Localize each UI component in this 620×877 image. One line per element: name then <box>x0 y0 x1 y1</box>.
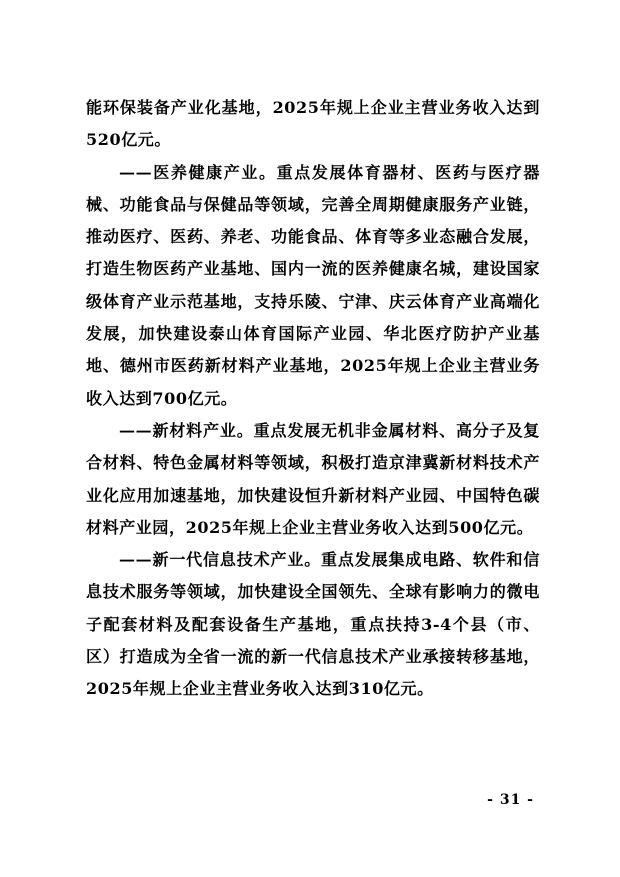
paragraph-new-materials: ——新材料产业。重点发展无机非金属材料、高分子及复合材料、特色金属材料等领域，积极打造京津冀新材料技术产业化应用加速基地，加快建设恒升新材料产业园、中国特色碳材料产业园，2025年规上企业主营业务收入达到500亿元。 <box>86 420 540 537</box>
paragraph-information-technology: ——新一代信息技术产业。重点发展集成电路、软件和信息技术服务等领域，加快建设全国领先、全球有影响力的微电子配套材料及配套设备生产基地，重点扶持3-4个县（市、区）打造成为全省一流的新一代信息技术产业承接转移基地，2025年规上企业主营业务收入达到310亿元。 <box>86 550 540 699</box>
paragraph-environmental-equipment: 能环保装备产业化基地，2025年规上企业主营业务收入达到520亿元。 <box>86 98 540 150</box>
paragraph-health-industry: ——医养健康产业。重点发展体育器材、医药与医疗器械、功能食品与保健品等领域，完善全周期健康服务产业链，推动医疗、医药、养老、功能食品、体育等多业态融合发展，打造生物医药产业基地、国内一流的医养健康名城，建设国家级体育产业示范基地，支持乐陵、宁津、庆云体育产业高端化发展，加快建设泰山体育国际产业园、华北医疗防护产业基地、德州市医药新材料产业基地，2025年规上企业主营业务收入达到700亿元。 <box>86 162 540 408</box>
body-text <box>86 92 540 706</box>
page-number: - 31 - <box>487 792 534 808</box>
